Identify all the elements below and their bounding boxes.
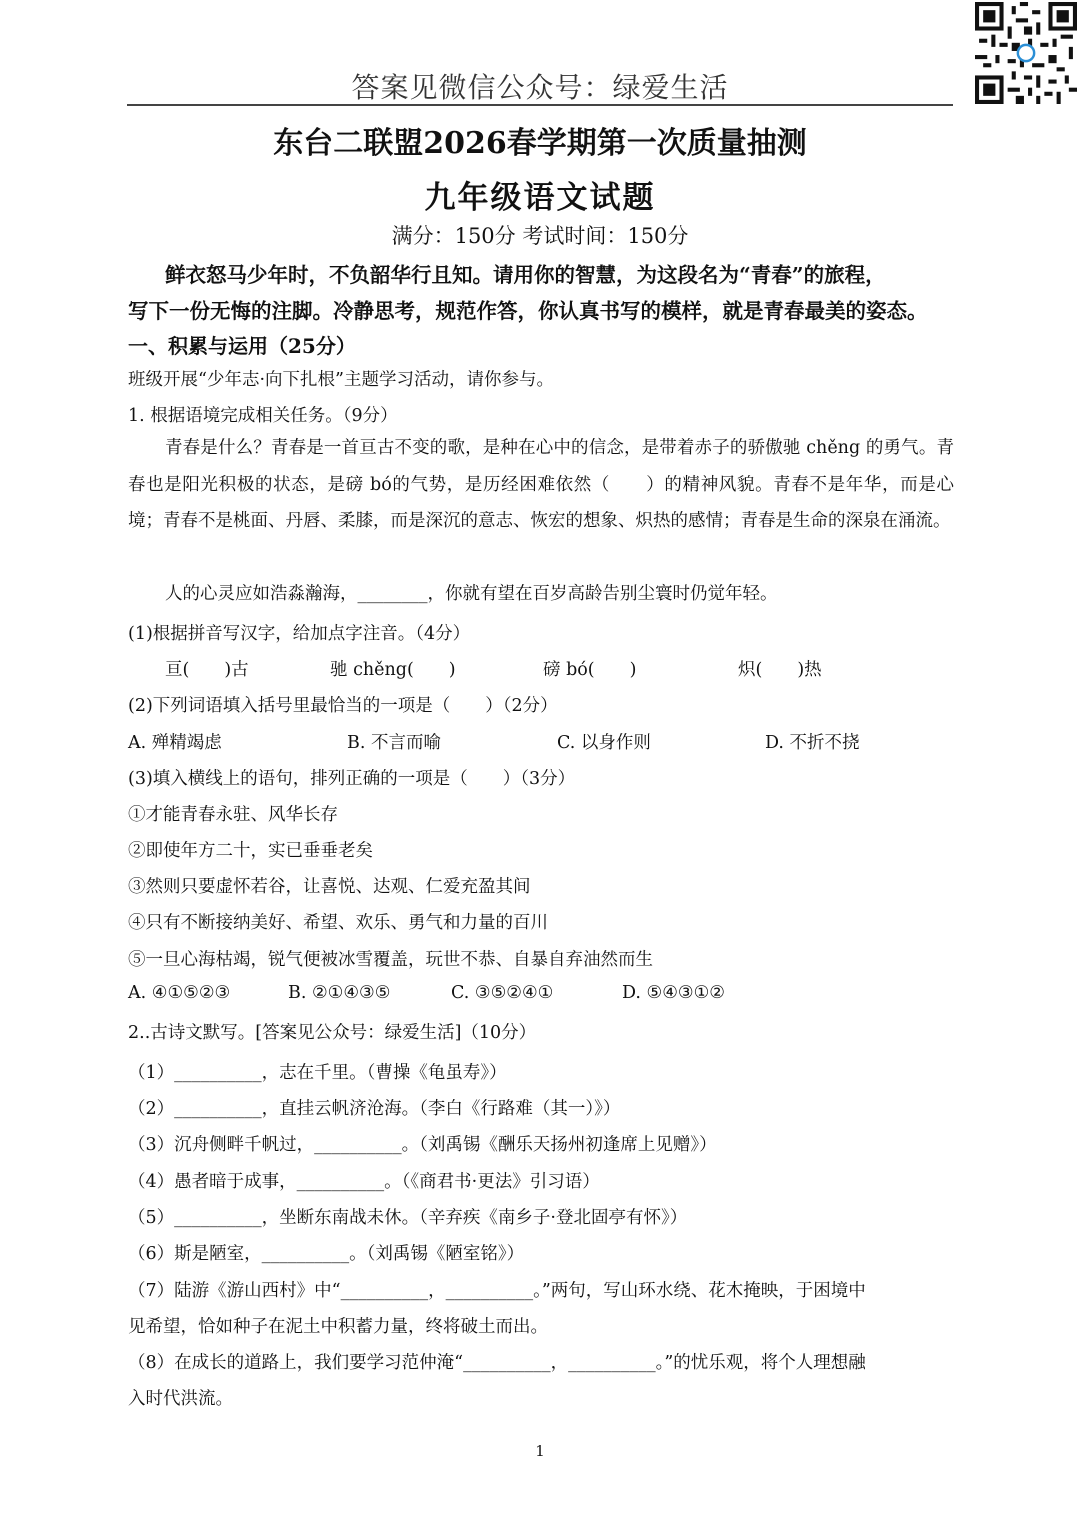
pinyin-item: 亘( )古	[165, 660, 249, 680]
section-heading: 一、积累与运用（25分）	[128, 334, 356, 358]
sentence-item: ①才能青春永驻、风华长存	[128, 805, 338, 825]
option-d: D. 不折不挠	[765, 733, 860, 753]
sub-question-1: (1)根据拼音写汉字，给加点字注音。（4分）	[128, 624, 471, 644]
recitation-item-7-line-1: （7）陆游《游山西村》中“__________，__________。”两句，写山环水绕、花木掩映，于困境中	[128, 1281, 866, 1301]
recitation-item: （2）__________，直挂云帆济沧海。（李白《行路难（其一）》）	[128, 1099, 621, 1119]
sentence-item: ⑤一旦心海枯竭，锐气便被冰雪覆盖，玩世不恭、自暴自弃油然而生	[128, 950, 653, 970]
option-d: D. ⑤④③①②	[622, 983, 725, 1003]
question-2-stem: 2..古诗文默写。[答案见公众号：绿爱生活]（10分）	[128, 1023, 537, 1043]
option-c: C. 以身作则	[557, 733, 651, 753]
option-c: C. ③⑤②④①	[451, 983, 554, 1003]
recitation-item: （1）__________，志在千里。（曹操《龟虽寿》）	[128, 1063, 507, 1083]
question-1-passage: 青春是什么？青春是一首亘古不变的歌，是种在心中的信念，是带着赤子的骄傲驰 chěng 的勇气。青春也是阳光积极的状态，是磅 bó的气势，是历经困难依然（ ）的精神风貌。青春不是年华，而是心境；青春不是桃面、丹唇、柔膝，而是深沉的意志、恢宏的想象、炽热的感情；青春是生命的深泉在涌流。	[128, 438, 954, 531]
intro-line-2: 写下一份无悔的注脚。冷静思考，规范作答，你认真书写的模样，就是青春最美的姿态。	[128, 299, 928, 323]
intro-line-1: 鲜衣怒马少年时，不负韶华行且知。请用你的智慧，为这段名为“青春”的旅程，	[165, 263, 886, 287]
pinyin-item: 磅 bó( )	[543, 660, 637, 680]
page-number: 1	[535, 1442, 545, 1460]
option-b: B. 不言而喻	[347, 733, 441, 753]
sub-question-3: (3)填入横线上的语句，排列正确的一项是（ ）（3分）	[128, 769, 576, 789]
sub-question-2: (2)下列词语填入括号里最恰当的一项是（ ）（2分）	[128, 696, 558, 716]
recitation-item: （3）沉舟侧畔千帆过，__________。（刘禹锡《酬乐天扬州初逢席上见赠》）	[128, 1135, 717, 1155]
option-a: A. 殚精竭虑	[128, 733, 222, 753]
exam-title: 东台二联盟2026春学期第一次质量抽测	[273, 126, 807, 161]
sentence-item: ②即使年方二十，实已垂垂老矣	[128, 841, 373, 861]
sentence-item: ④只有不断接纳美好、希望、欢乐、勇气和力量的百川	[128, 913, 548, 933]
sentence-item: ③然则只要虚怀若谷，让喜悦、达观、仁爱充盈其间	[128, 877, 531, 897]
recitation-item: （5）__________，坐断东南战未休。（辛弃疾《南乡子·登北固亭有怀》）	[128, 1208, 688, 1228]
recitation-item: （4）愚者暗于成事，__________。（《商君书·更法》引习语）	[128, 1172, 600, 1192]
recitation-item: （6）斯是陋室，__________。（刘禹锡《陋室铭》）	[128, 1244, 525, 1264]
recitation-item-8-line-2: 入时代洪流。	[128, 1389, 233, 1409]
question-1-stem: 1. 根据语境完成相关任务。（9分）	[128, 406, 398, 426]
exam-subtitle: 九年级语文试题	[424, 180, 656, 216]
recitation-item-7-line-2: 见希望，恰如种子在泥土中积蓄力量，终将破土而出。	[128, 1317, 548, 1337]
question-1-passage-2: 人的心灵应如浩淼瀚海，________，你就有望在百岁高龄告别尘寰时仍觉年轻。	[165, 584, 778, 604]
option-a: A. ④①⑤②③	[128, 983, 231, 1003]
header-divider	[127, 104, 953, 106]
option-b: B. ②①④③⑤	[288, 983, 391, 1003]
pinyin-item: 驰 chěng( )	[330, 660, 456, 680]
header-banner-text: 答案见微信公众号：绿爱生活	[351, 71, 729, 104]
score-time-line: 满分：150分 考试时间：150分	[391, 224, 689, 248]
activity-intro: 班级开展“少年志·向下扎根”主题学习活动，请你参与。	[128, 370, 554, 390]
recitation-item-8-line-1: （8）在成长的道路上，我们要学习范仲淹“__________，__________。”的忧乐观，将个人理想融	[128, 1353, 866, 1373]
pinyin-item: 炽( )热	[738, 660, 822, 680]
